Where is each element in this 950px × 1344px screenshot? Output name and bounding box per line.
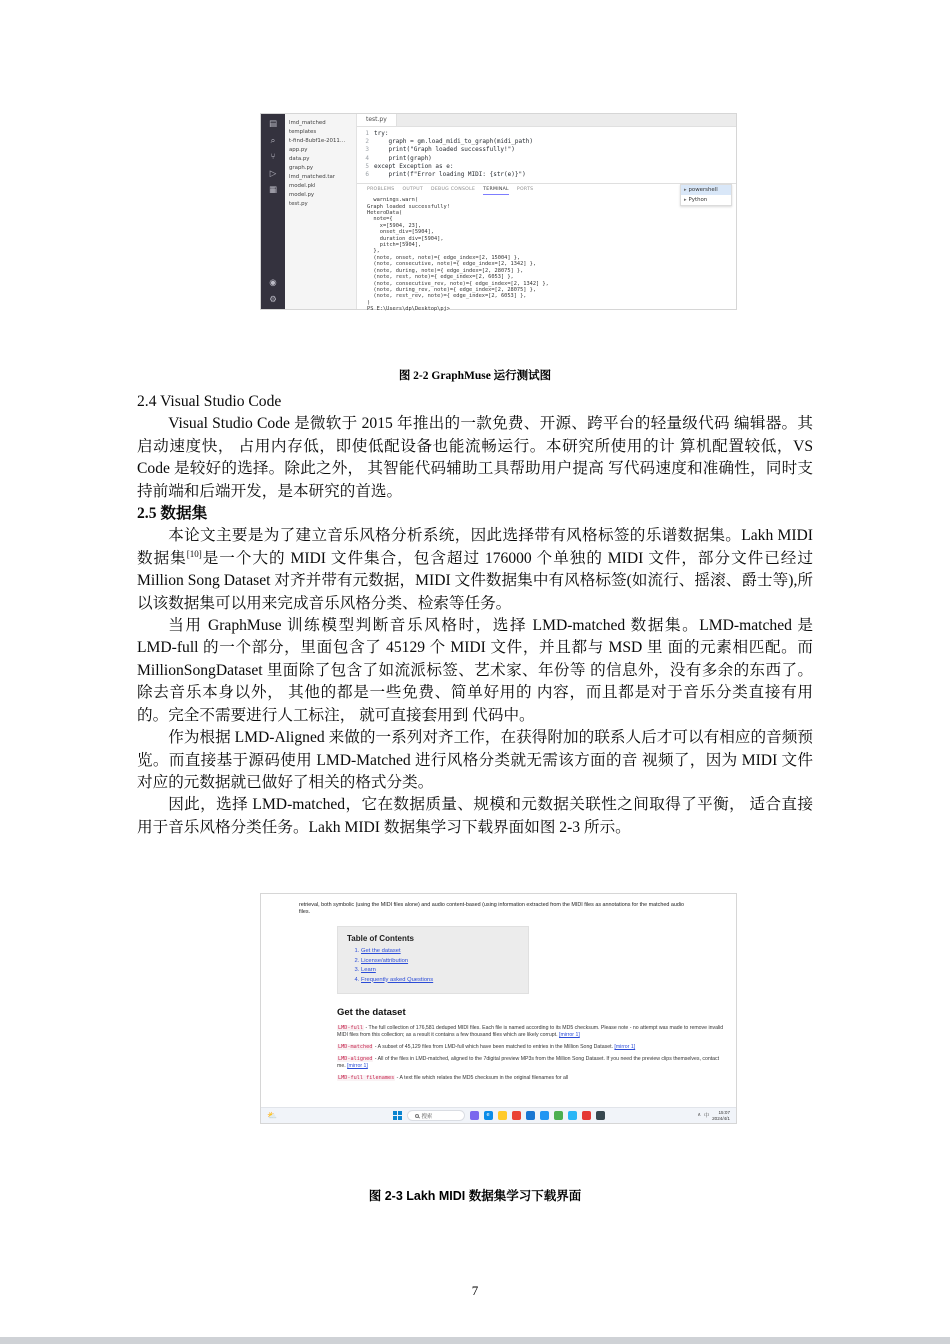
- code-text: try:: [374, 130, 389, 137]
- code-editor[interactable]: [357, 127, 736, 183]
- file-item[interactable]: data.py: [289, 156, 310, 162]
- copilot-icon[interactable]: [470, 1111, 479, 1120]
- toc-link[interactable]: Learn: [361, 967, 376, 974]
- entry-text: - The full collection of 176,581 deduped MIDI files. Each file is named according to its MD5 checksum. Please note - no attempt was made to remove invalid MIDI files from this collection; as a result it contains a few thousand files which are likely corrupt.: [337, 1025, 724, 1038]
- file-item[interactable]: test.py: [289, 201, 308, 207]
- terminal-line: Graph loaded successfully!: [367, 203, 450, 210]
- code-line: [357, 163, 736, 171]
- settings-gear-icon[interactable]: ⚙: [269, 294, 277, 305]
- file-item[interactable]: graph.py: [289, 165, 314, 171]
- file-explorer-icon[interactable]: [498, 1111, 507, 1120]
- dataset-entry: [337, 1056, 724, 1070]
- terminal-line: onset_div=[5904],: [367, 229, 434, 236]
- lakh-midi-webpage: [260, 893, 737, 1124]
- mirror-link[interactable]: [mirror 1]: [559, 1031, 580, 1038]
- entry-text: - A text file which relates the MD5 checksum in the original filenames for all: [395, 1074, 569, 1081]
- search-icon: [415, 1114, 419, 1118]
- terminal-tab[interactable]: TERMINAL: [483, 186, 509, 195]
- page-bottom-edge: [0, 1337, 950, 1344]
- toc-title: Table of Contents: [347, 934, 414, 944]
- terminal-line: x=[5904, 23],: [367, 222, 422, 229]
- shell-label: Python: [688, 197, 708, 203]
- terminal-tab[interactable]: OUTPUT: [402, 187, 424, 193]
- dataset-entry: [337, 1075, 724, 1082]
- table-of-contents: [337, 926, 529, 994]
- paragraph-text: 本论文主要是为了建立音乐风格分析系统，因此选择带有风格标签的乐谱数据集。Lakh MIDI 数据集: [137, 527, 813, 567]
- dataset-entry: [337, 1025, 724, 1039]
- line-number: 3: [365, 146, 369, 154]
- dataset-name: LMD-full filenames: [338, 1074, 395, 1081]
- code-line: [357, 146, 736, 154]
- file-item[interactable]: lmd_matched: [289, 120, 326, 126]
- vscode-icon[interactable]: [540, 1111, 549, 1120]
- toc-item: [361, 976, 519, 985]
- terminal-line: (note, consecutive, note)={ edge_index=[2, 1342] },: [367, 261, 537, 268]
- terminal-tab[interactable]: DEBUG CONSOLE: [431, 187, 476, 193]
- terminal-icon: ▸: [684, 187, 687, 193]
- line-number: 2: [365, 138, 369, 146]
- weather-icon: ⛅: [267, 1110, 277, 1120]
- system-clock[interactable]: [712, 1110, 730, 1121]
- search-icon[interactable]: ⌕: [270, 135, 276, 146]
- mirror-link[interactable]: [mirror 1]: [614, 1043, 636, 1050]
- editor-tab-bar: [357, 114, 736, 127]
- file-item[interactable]: model.py: [289, 192, 315, 198]
- wechat-icon[interactable]: [554, 1111, 563, 1120]
- source-control-icon[interactable]: ⑂: [270, 152, 276, 162]
- vscode-window: [260, 113, 737, 313]
- terminal-tab[interactable]: PORTS: [516, 187, 534, 193]
- terminal-line: (note, rest, note)={ edge_index=[2, 6053] },: [367, 274, 514, 281]
- terminal-line: ): [367, 299, 371, 306]
- paragraph-2-5-2: 当用 GraphMuse 训练模型判断音乐风格时，选择 LMD-matched 数据集。LMD-matched 是 LMD-full 的一个部分，里面包含了 45129 个 MIDI 文件，并且都与 MSD 里 面的元素相匹配。而 MillionSongDataset 里面除了包含了如流派标签、艺术家、年份等 的信息外，没有多余的东西了。除去音乐本身以外， 其他的都是一些免费、简单好用的 内容，而且都是对于音乐分类直接有用的。完全不需要进行人工标注， 就可直接套用到 代码中。: [137, 617, 813, 724]
- terminal-line: (note, rest_rev, note)={ edge_index=[2, 6053] },: [367, 293, 527, 300]
- shell-label: powershell: [688, 187, 718, 193]
- code-line: [357, 155, 736, 163]
- terminal-line: PS E:\Users\dp\Desktop\pj>: [367, 306, 450, 313]
- code-line: [357, 138, 736, 146]
- paragraph-2-4: Visual Studio Code 是微软于 2015 年推出的一款免费、开源、跨平台的轻量级代码 编辑器。其启动速度快， 占用内存低，即使低配设备也能流畅运行。本研究所使用的计 算机配置较低，VS Code 是较好的选择。除此之外， 其智能代码辅助工具帮助用户提高 写代码速度和准确性，同时支持前端和后端开发，是本研究的首选。: [137, 415, 813, 500]
- chrome-icon[interactable]: [512, 1111, 521, 1120]
- toc-link[interactable]: License/attribution: [361, 957, 409, 964]
- search-label: 搜索: [421, 1113, 433, 1120]
- line-number: 1: [365, 130, 369, 137]
- entry-text: - A subset of 45,129 files from LMD-full which have been matched to entries in the Million Song Dataset.: [373, 1043, 615, 1050]
- terminal-output[interactable]: [357, 196, 736, 313]
- system-tray: [666, 1110, 730, 1121]
- mirror-link[interactable]: [mirror 1]: [347, 1062, 368, 1069]
- tray-item[interactable]: ∧: [697, 1112, 702, 1118]
- citation-ref: [10]: [186, 548, 202, 559]
- paragraph-text: 是一个大的 MIDI 文件集合，包含超过 176000 个单独的 MIDI 文件，部分文件已经过 Million Song Dataset 对齐并带有元数据，MIDI 文件数据集中有风格标签(如流行、摇滚、爵士等),所以该数据集可以用来完成音乐风格分类、检索等任务。: [137, 549, 813, 612]
- edge-icon[interactable]: e: [484, 1111, 493, 1120]
- get-the-dataset-heading: Get the dataset: [337, 1007, 406, 1019]
- terminal-line: note={: [367, 216, 393, 223]
- tray-item[interactable]: 中: [704, 1113, 710, 1119]
- section-heading-2-4: 2.4 Visual Studio Code: [137, 393, 282, 410]
- file-item[interactable]: lmd_matched.tar: [289, 174, 335, 180]
- figure-2-2: [260, 113, 737, 313]
- extensions-icon[interactable]: ▦: [268, 185, 278, 195]
- terminal-line: },: [367, 248, 380, 255]
- terminal-list-panel: [680, 184, 732, 206]
- files-icon[interactable]: ▤: [268, 119, 278, 129]
- code-line: [357, 130, 736, 138]
- editor-area: [357, 114, 736, 313]
- figure-2-3-caption: 图 2-3 Lakh MIDI 数据集学习下载界面: [368, 1189, 582, 1203]
- terminal-line: (note, during_rev, note)={ edge_index=[2, 28075] },: [367, 286, 537, 293]
- steam-icon[interactable]: [596, 1111, 605, 1120]
- dataset-name: LMD-full: [338, 1025, 363, 1032]
- account-icon[interactable]: ◉: [269, 278, 277, 288]
- terminal-line: (note, consecutive_rev, note)={ edge_index=[2, 1342] },: [367, 280, 549, 287]
- code-line: [357, 171, 736, 179]
- toc-item: [361, 957, 519, 966]
- terminal-line: pitch=[5904],: [367, 242, 422, 249]
- music-icon[interactable]: [582, 1111, 591, 1120]
- figure-2-3: [260, 893, 737, 1124]
- activity-bar: [261, 114, 285, 309]
- terminal-line: (note, onset, note)={ edge_index=[2, 15004] },: [367, 254, 521, 261]
- toc-link[interactable]: Frequently asked Questions: [361, 976, 434, 983]
- code-text: print(graph): [374, 154, 432, 162]
- shell-item-python[interactable]: [681, 195, 731, 205]
- terminal-line: (note, during, note)={ edge_index=[2, 28075] },: [367, 267, 524, 274]
- file-item[interactable]: templates: [289, 129, 317, 135]
- terminal-line: warnings.warn(: [367, 197, 419, 204]
- dataset-entry: [337, 1044, 724, 1051]
- paragraph-2-5-3: 作为根据 LMD-Aligned 来做的一系列对齐工作，在获得附加的联系人后才可以有相应的音频预览。而直接基于源码使用 LMD-Matched 进行风格分类就无需该方面的音 视频了，因为 MIDI 文件对应的元数据就已做好了相关的格式分类。: [137, 729, 813, 791]
- line-number: 5: [365, 162, 369, 170]
- code-text: print("Graph loaded successfully!"): [374, 146, 515, 154]
- clock-date: 2024/4/1: [712, 1115, 730, 1121]
- explorer-panel: [285, 114, 357, 309]
- clock-time: 15:07: [718, 1110, 730, 1116]
- toc-item: [361, 947, 519, 956]
- shell-item-powershell[interactable]: [681, 185, 731, 195]
- terminal-line: duration_div=[5904],: [367, 235, 444, 242]
- file-item[interactable]: app.py: [289, 147, 308, 153]
- qq-icon[interactable]: [568, 1111, 577, 1120]
- body-text: [137, 391, 813, 839]
- terminal-line: HeteroData(: [367, 210, 403, 217]
- weather-widget[interactable]: [267, 1112, 331, 1120]
- dataset-name: LMD-matched: [338, 1043, 373, 1050]
- run-debug-icon[interactable]: ▷: [269, 168, 277, 179]
- line-number: 6: [365, 171, 369, 179]
- paragraph-2-5-1: [137, 525, 813, 615]
- code-text: print(f"Error loading MIDI: {str(e)}"): [374, 171, 526, 179]
- windows-taskbar: [261, 1107, 736, 1123]
- code-text: graph = gm.load_midi_to_graph(midi_path): [374, 138, 533, 146]
- toc-item: [361, 966, 519, 975]
- store-icon[interactable]: [526, 1111, 535, 1120]
- webpage-intro: retrieval, both symbolic (using the MIDI files alone) and audio content-based (using information extracted from the MIDI files as annotations for the matched audio files.: [299, 902, 685, 916]
- line-number: 4: [365, 154, 369, 162]
- figure-2-2-caption: 图 2-2 GraphMuse 运行测试图: [398, 370, 552, 382]
- taskbar-center: [331, 1110, 666, 1121]
- terminal-tab[interactable]: PROBLEMS: [367, 187, 395, 193]
- code-text: except Exception as e:: [374, 162, 454, 170]
- toc-link[interactable]: Get the dataset: [361, 948, 401, 955]
- terminal-icon: ▸: [684, 197, 687, 203]
- file-item[interactable]: model.pkl: [289, 183, 316, 189]
- dataset-name: LMD-aligned: [338, 1055, 373, 1062]
- taskbar-search[interactable]: [407, 1110, 465, 1121]
- file-item[interactable]: t-find-8ubf1e-2011…: [289, 138, 346, 144]
- paragraph-2-5-4: 因此，选择 LMD-matched，它在数据质量、规模和元数据关联性之间取得了平衡， 适合直接用于音乐风格分类任务。Lakh MIDI 数据集学习下载界面如图 2-3 所示。: [137, 796, 813, 836]
- page-number: 7: [471, 1283, 479, 1298]
- start-button[interactable]: [393, 1111, 402, 1120]
- entry-text: - All of the files in LMD-matched, aligned to the 7digital preview MP3s from the Million Song Dataset. If you need the preview clips themselves, contact me.: [337, 1055, 720, 1069]
- editor-tab[interactable]: test.py: [357, 114, 397, 126]
- section-heading-2-5: 2.5 数据集: [137, 505, 208, 523]
